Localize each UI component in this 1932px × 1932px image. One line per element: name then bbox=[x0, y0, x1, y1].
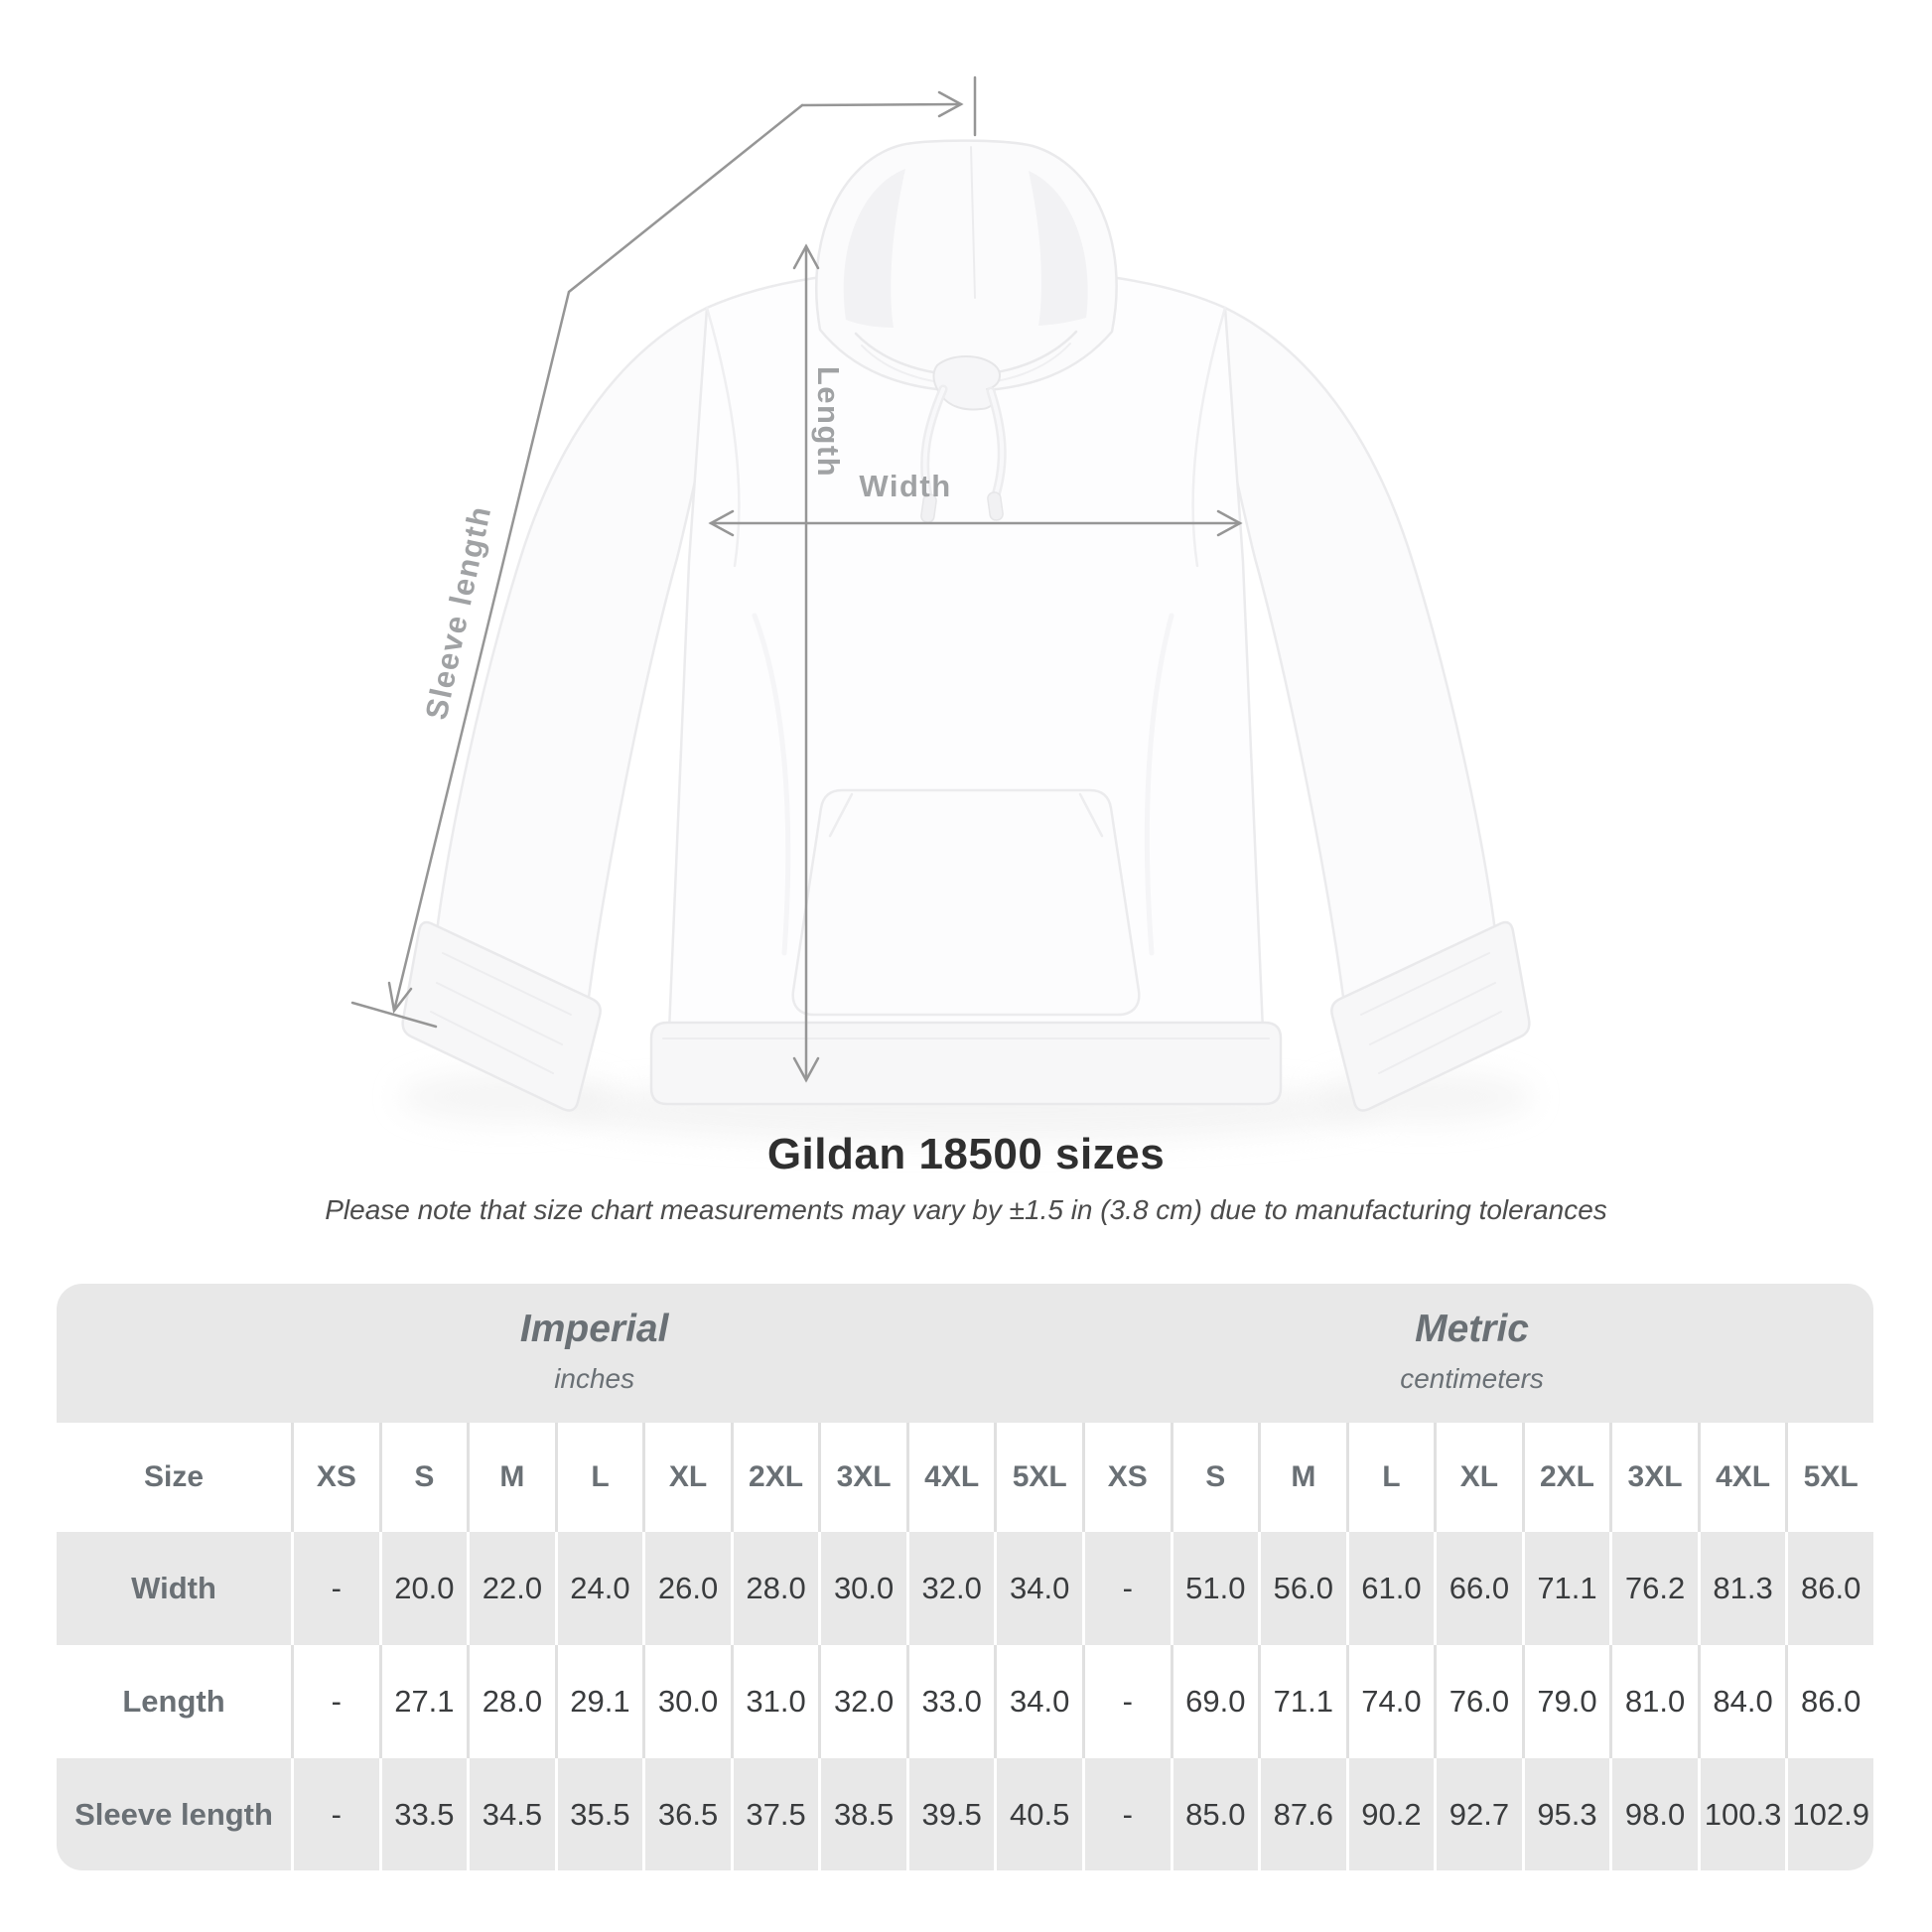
cell-width-imperial-3xl: 30.0 bbox=[818, 1532, 906, 1645]
cell-length-imperial-2xl: 31.0 bbox=[731, 1645, 819, 1758]
size-header-metric-l: L bbox=[1346, 1423, 1435, 1532]
size-table bbox=[57, 1284, 1873, 1870]
cell-sleeve-length-metric-xl: 92.7 bbox=[1434, 1758, 1522, 1870]
cell-width-metric-xl: 66.0 bbox=[1434, 1532, 1522, 1645]
cell-width-imperial-5xl: 34.0 bbox=[994, 1532, 1082, 1645]
size-header-imperial-l: L bbox=[555, 1423, 643, 1532]
imperial-label: Imperial bbox=[519, 1308, 669, 1350]
size-header-row bbox=[57, 1423, 1873, 1532]
length-dimension-label: Length bbox=[811, 365, 846, 479]
cell-sleeve-length-metric-m: 87.6 bbox=[1258, 1758, 1346, 1870]
cell-width-metric-4xl: 81.3 bbox=[1698, 1532, 1786, 1645]
cell-width-metric-2xl: 71.1 bbox=[1522, 1532, 1610, 1645]
cell-length-metric-2xl: 79.0 bbox=[1522, 1645, 1610, 1758]
title-block bbox=[0, 1130, 1932, 1226]
imperial-unit-label: inches bbox=[554, 1363, 635, 1394]
cell-sleeve-length-imperial-3xl: 38.5 bbox=[818, 1758, 906, 1870]
size-header-imperial-s: S bbox=[379, 1423, 468, 1532]
cell-length-imperial-5xl: 34.0 bbox=[994, 1645, 1082, 1758]
cell-sleeve-length-imperial-s: 33.5 bbox=[379, 1758, 468, 1870]
kangaroo-pocket bbox=[793, 790, 1140, 1015]
size-header-imperial-5xl: 5XL bbox=[994, 1423, 1082, 1532]
cell-sleeve-length-metric-s: 85.0 bbox=[1171, 1758, 1259, 1870]
cell-sleeve-length-imperial-l: 35.5 bbox=[555, 1758, 643, 1870]
metric-unit-label: centimeters bbox=[1400, 1363, 1544, 1394]
size-header-metric-4xl: 4XL bbox=[1698, 1423, 1786, 1532]
cell-width-metric-s: 51.0 bbox=[1171, 1532, 1259, 1645]
size-header-metric-xl: XL bbox=[1434, 1423, 1522, 1532]
cell-sleeve-length-metric-l: 90.2 bbox=[1346, 1758, 1435, 1870]
cell-length-metric-4xl: 84.0 bbox=[1698, 1645, 1786, 1758]
measure-row-sleeve-length bbox=[57, 1758, 1873, 1870]
size-header-imperial-xl: XL bbox=[642, 1423, 731, 1532]
width-dimension-label: Width bbox=[859, 469, 952, 503]
cell-sleeve-length-metric-4xl: 100.3 bbox=[1698, 1758, 1786, 1870]
row-label-length: Length bbox=[122, 1684, 225, 1719]
metric-group-header bbox=[1400, 1308, 1544, 1395]
cell-length-imperial-3xl: 32.0 bbox=[818, 1645, 906, 1758]
cell-sleeve-length-imperial-5xl: 40.5 bbox=[994, 1758, 1082, 1870]
size-header-metric-2xl: 2XL bbox=[1522, 1423, 1610, 1532]
page-title: Gildan 18500 sizes bbox=[766, 1130, 1166, 1178]
cell-sleeve-length-imperial-4xl: 39.5 bbox=[906, 1758, 995, 1870]
size-header-imperial-m: M bbox=[467, 1423, 555, 1532]
size-header-metric-m: M bbox=[1258, 1423, 1346, 1532]
cell-width-metric-5xl: 86.0 bbox=[1785, 1532, 1873, 1645]
cell-sleeve-length-imperial-xl: 36.5 bbox=[642, 1758, 731, 1870]
cell-length-imperial-s: 27.1 bbox=[379, 1645, 468, 1758]
cell-sleeve-length-metric-3xl: 98.0 bbox=[1609, 1758, 1698, 1870]
row-label-width: Width bbox=[131, 1571, 216, 1605]
size-column-header: Size bbox=[144, 1460, 205, 1493]
size-header-imperial-4xl: 4XL bbox=[906, 1423, 995, 1532]
cell-sleeve-length-metric-xs: - bbox=[1082, 1758, 1171, 1870]
tolerance-note: Please note that size chart measurements may vary by ±1.5 in (3.8 cm) due to manufacturing tolerances bbox=[325, 1194, 1607, 1225]
cell-sleeve-length-metric-2xl: 95.3 bbox=[1522, 1758, 1610, 1870]
cell-length-imperial-4xl: 33.0 bbox=[906, 1645, 995, 1758]
size-header-imperial-xs: XS bbox=[291, 1423, 379, 1532]
cell-length-metric-l: 74.0 bbox=[1346, 1645, 1435, 1758]
cell-width-metric-3xl: 76.2 bbox=[1609, 1532, 1698, 1645]
row-label-sleeve-length: Sleeve length bbox=[74, 1797, 273, 1832]
sleeve-length-dimension-label: Sleeve length bbox=[418, 501, 498, 723]
cell-width-metric-m: 56.0 bbox=[1258, 1532, 1346, 1645]
unit-group-header bbox=[57, 1284, 1873, 1423]
cell-width-imperial-s: 20.0 bbox=[379, 1532, 468, 1645]
size-header-metric-xs: XS bbox=[1082, 1423, 1171, 1532]
cell-length-imperial-xl: 30.0 bbox=[642, 1645, 731, 1758]
size-header-metric-5xl: 5XL bbox=[1785, 1423, 1873, 1532]
metric-label: Metric bbox=[1415, 1308, 1529, 1350]
size-header-metric-3xl: 3XL bbox=[1609, 1423, 1698, 1532]
cell-width-imperial-l: 24.0 bbox=[555, 1532, 643, 1645]
cell-sleeve-length-metric-5xl: 102.9 bbox=[1785, 1758, 1873, 1870]
hem-band bbox=[651, 1023, 1281, 1104]
cell-length-metric-xl: 76.0 bbox=[1434, 1645, 1522, 1758]
cell-length-imperial-l: 29.1 bbox=[555, 1645, 643, 1758]
size-header-metric-s: S bbox=[1171, 1423, 1259, 1532]
cell-sleeve-length-imperial-m: 34.5 bbox=[467, 1758, 555, 1870]
cell-width-metric-xs: - bbox=[1082, 1532, 1171, 1645]
cell-sleeve-length-imperial-2xl: 37.5 bbox=[731, 1758, 819, 1870]
measurements-table bbox=[57, 1423, 1873, 1870]
cell-width-imperial-4xl: 32.0 bbox=[906, 1532, 995, 1645]
cell-sleeve-length-imperial-xs: - bbox=[291, 1758, 379, 1870]
size-header-imperial-3xl: 3XL bbox=[818, 1423, 906, 1532]
cell-width-imperial-2xl: 28.0 bbox=[731, 1532, 819, 1645]
cell-length-imperial-m: 28.0 bbox=[467, 1645, 555, 1758]
imperial-group-header bbox=[520, 1308, 669, 1395]
cell-length-metric-3xl: 81.0 bbox=[1609, 1645, 1698, 1758]
cell-length-metric-s: 69.0 bbox=[1171, 1645, 1259, 1758]
cell-width-metric-l: 61.0 bbox=[1346, 1532, 1435, 1645]
cell-width-imperial-xl: 26.0 bbox=[642, 1532, 731, 1645]
cell-length-imperial-xs: - bbox=[291, 1645, 379, 1758]
measure-row-width bbox=[57, 1532, 1873, 1645]
measure-row-length bbox=[57, 1645, 1873, 1758]
size-header-imperial-2xl: 2XL bbox=[731, 1423, 819, 1532]
cell-width-imperial-m: 22.0 bbox=[467, 1532, 555, 1645]
cell-length-metric-5xl: 86.0 bbox=[1785, 1645, 1873, 1758]
cell-length-metric-m: 71.1 bbox=[1258, 1645, 1346, 1758]
cell-width-imperial-xs: - bbox=[291, 1532, 379, 1645]
cell-length-metric-xs: - bbox=[1082, 1645, 1171, 1758]
